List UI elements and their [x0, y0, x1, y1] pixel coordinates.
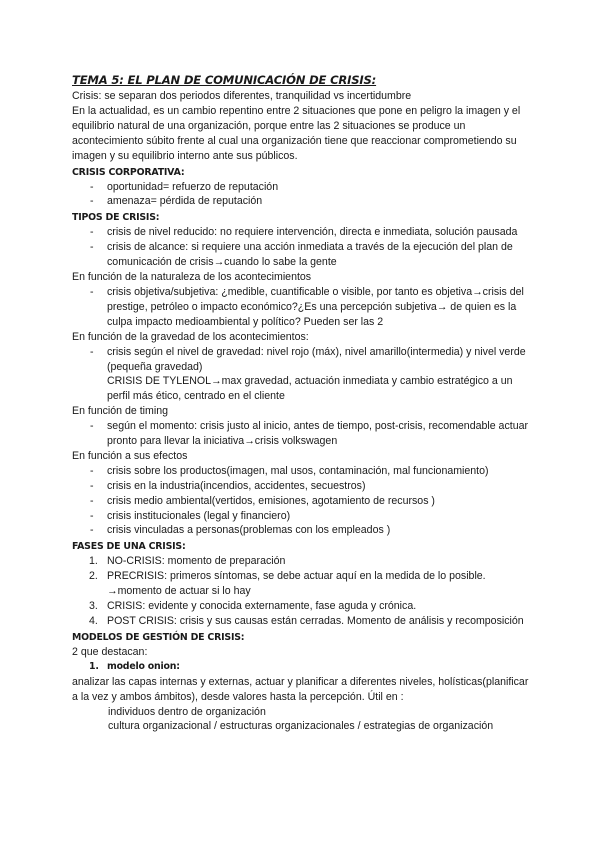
item-text: NO-CRISIS: momento de preparación: [107, 555, 286, 568]
list-tipos: [72, 225, 534, 270]
list-item: - según el momento: crisis justo al inicio, antes de tiempo, post-crisis, recomendable actuar pronto para llevar la iniciativa→crisis volkswagen: [72, 419, 534, 449]
note-tylenol: CRISIS DE TYLENOL→max gravedad, actuación inmediata y cambio estratégico a un perfil más ético, centrado en el cliente: [107, 375, 513, 403]
list-item: - crisis en la industria(incendios, accidentes, secuestros): [72, 479, 534, 494]
item-text: CRISIS: evidente y conocida externamente, fase aguda y crónica.: [107, 600, 417, 613]
heading-modelos: MODELOS DE GESTIÓN DE CRISIS:: [72, 631, 245, 643]
list-item: - crisis sobre los productos(imagen, mal usos, contaminación, mal funcionamiento): [72, 464, 534, 479]
item-number: 2.: [89, 570, 98, 583]
list-item: [72, 554, 534, 569]
item-number: 1.: [89, 660, 99, 672]
list-efectos: [72, 464, 534, 539]
list-item: - crisis de alcance: si requiere una acción inmediata a través de la ejecución del plan de comunicación de crisis→cuando lo sabe la gente: [72, 240, 534, 270]
label-naturaleza: En función de la naturaleza de los acontecimientos: [72, 271, 312, 284]
model-label: modelo onion:: [107, 660, 180, 672]
page-title: TEMA 5: EL PLAN DE COMUNICACIÓN DE CRISIS:: [72, 73, 377, 87]
list-item: - crisis de nivel reducido: no requiere intervención, directa e inmediata, solución pausada: [72, 225, 534, 240]
list-naturaleza: [72, 285, 534, 330]
label-gravedad: En función de la gravedad de los acontecimientos:: [72, 330, 309, 343]
list-item: - crisis según el nivel de gravedad: nivel rojo (máx), nivel amarillo(intermedia) y nivel verde (pequeña gravedad): [72, 345, 534, 375]
list-item: - crisis medio ambiental(vertidos, emisiones, agotamiento de recursos ): [72, 494, 534, 509]
label-timing: En función de timing: [72, 405, 168, 418]
list-crisis-corporativa: [72, 180, 534, 210]
list-item: - amenaza= pérdida de reputación: [72, 194, 534, 209]
item-number: 3.: [89, 600, 98, 613]
list-item: [72, 569, 534, 599]
list-item: - oportunidad= refuerzo de reputación: [72, 180, 534, 195]
model-onion-heading: [72, 660, 534, 675]
model-use-2: cultura organizacional / estructuras organizacionales / estrategias de organización: [108, 720, 494, 733]
document-body: [72, 72, 534, 734]
item-number: 1.: [89, 555, 98, 568]
intro-line-1: Crisis: se separan dos periodos diferentes, tranquilidad vs incertidumbre: [72, 90, 412, 102]
heading-crisis-corporativa: CRISIS CORPORATIVA:: [72, 166, 185, 178]
list-gravedad: [72, 345, 534, 375]
list-timing: [72, 419, 534, 449]
list-item: [72, 614, 534, 629]
model-use-1: individuos dentro de organización: [108, 705, 266, 718]
list-item: - crisis vinculadas a personas(problemas con los empleados ): [72, 523, 534, 538]
intro-paragraph: En la actualidad, es un cambio repentino entre 2 situaciones que pone en peligro la imagen y el equilibrio natural de una organización, porque entre las 2 situaciones se produce un acontecimiento súbito frente al cual una organización tiene que reaccionar comprometiendo su imagen y su equilibrio interno ante sus públicos.: [72, 104, 521, 162]
item-text: PRECRISIS: primeros síntomas, se debe actuar aquí en la medida de lo posible. →momento de actuar si lo hay: [107, 570, 486, 598]
list-item: [72, 599, 534, 614]
heading-fases: FASES DE UNA CRISIS:: [72, 541, 186, 553]
item-number: 4.: [89, 615, 98, 627]
label-efectos: En función a sus efectos: [72, 449, 188, 462]
model-description: analizar las capas internas y externas, actuar y planificar a diferentes niveles, holísticas(planificar a la vez y ambos ámbitos), desde valores hasta la percepción. Útil en :: [72, 675, 529, 703]
list-item: - crisis institucionales (legal y financiero): [72, 509, 534, 524]
list-fases: [72, 554, 534, 629]
item-text: POST CRISIS: crisis y sus causas están cerradas. Momento de análisis y recomposición: [107, 615, 524, 627]
list-item: - crisis objetiva/subjetiva: ¿medible, cuantificable o visible, por tanto es objetiva→crisis del prestige, petróleo o impacto económico?¿Es una percepción subjetiva→ de quien es la culpa impacto medioambiental y político? Pueden ser las 2: [72, 285, 534, 330]
modelos-intro: 2 que destacan:: [72, 645, 148, 658]
heading-tipos-de-crisis: TIPOS DE CRISIS:: [72, 212, 160, 224]
